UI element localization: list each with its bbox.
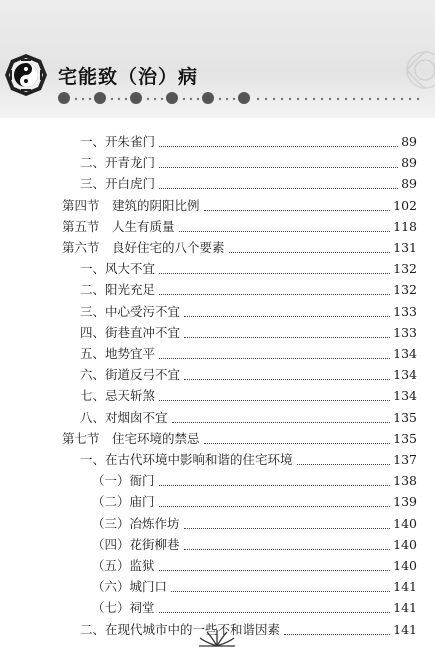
toc-entry-label: 二、开青龙门 <box>80 155 156 171</box>
toc-dot-leader <box>179 230 391 232</box>
toc-dot-leader <box>171 590 390 592</box>
toc-entry-label: （六）城门口 <box>92 579 168 595</box>
toc-dot-leader <box>159 145 398 147</box>
toc-entry-label: （五）监狱 <box>92 558 155 573</box>
toc-page-number: 131 <box>393 240 417 255</box>
toc-dot-leader <box>159 293 390 295</box>
toc-entry-label: （四）花街柳巷 <box>92 536 180 552</box>
toc-entry-label: 六、街道反弓不宜 <box>80 367 181 383</box>
toc-page-number: 133 <box>393 303 417 319</box>
toc-page-number: 138 <box>393 473 417 489</box>
toc-entry-label: 第六节 良好住宅的八个要素 <box>62 240 225 255</box>
toc-entry[interactable] <box>0 594 417 616</box>
toc-entry-label: （七）祠堂 <box>92 600 155 616</box>
toc-entry[interactable] <box>0 488 417 510</box>
toc-entry[interactable] <box>0 552 417 574</box>
toc-page-number: 135 <box>393 409 417 425</box>
toc-dot-leader <box>184 336 390 338</box>
toc-page-number: 134 <box>393 388 417 404</box>
toc-page-number: 89 <box>401 155 417 171</box>
book-title: 宅能致（治）病 <box>58 66 199 88</box>
toc-dot-leader <box>159 166 398 168</box>
toc-page-number: 89 <box>401 134 417 149</box>
toc-page-number: 102 <box>393 197 417 213</box>
toc-page-number: 132 <box>393 261 417 277</box>
toc-entry[interactable] <box>0 128 417 150</box>
toc-entry[interactable] <box>0 467 417 489</box>
toc-page-number: 135 <box>393 430 417 446</box>
decorative-dot-row <box>56 90 426 106</box>
toc-entry-label: 一、风大不宜 <box>80 261 156 277</box>
page-header <box>0 0 435 118</box>
toc-dot-leader <box>184 315 390 317</box>
toc-dot-leader <box>159 505 391 507</box>
toc-page-number: 133 <box>393 324 417 340</box>
toc-entry-label: 一、在古代环境中影响和谐的住宅环境 <box>80 452 293 467</box>
toc-entry-label: 四、街巷直冲不宜 <box>80 324 181 340</box>
toc-entry-label: 第五节 人生有质量 <box>62 218 175 234</box>
toc-entry-label: 五、地势宜平 <box>80 346 156 361</box>
toc-page-number: 134 <box>393 367 417 383</box>
toc-page-number: 140 <box>393 515 417 531</box>
toc-entry-label: （一）衙门 <box>92 473 155 489</box>
toc-page-number: 141 <box>393 621 417 637</box>
toc-entry[interactable] <box>0 382 417 404</box>
toc-entry[interactable] <box>0 255 417 277</box>
toc-entry-label: 三、开白虎门 <box>80 176 156 192</box>
toc-page-number: 132 <box>393 282 417 298</box>
toc-page-number: 139 <box>393 494 417 510</box>
toc-entry-label: 第四节 建筑的阴阳比例 <box>62 197 200 213</box>
toc-entry-label: 二、阳光充足 <box>80 282 156 298</box>
toc-entry[interactable] <box>0 573 417 595</box>
toc-entry-label: 第七节 住宅环境的禁忌 <box>62 430 200 446</box>
toc-entry-label: 二、在现代城市中的一些不和谐因素 <box>80 621 281 637</box>
toc-dot-leader <box>159 357 390 359</box>
toc-page-number: 89 <box>401 176 417 192</box>
toc-entry-label: 一、开朱雀门 <box>80 134 156 149</box>
toc-page-number: 140 <box>393 558 417 573</box>
toc-dot-leader <box>297 463 391 465</box>
toc-dot-leader <box>229 251 391 253</box>
toc-entry-label: 八、对烟囱不宜 <box>80 409 168 425</box>
toc-entry[interactable] <box>0 298 417 320</box>
toc-entry[interactable] <box>0 192 417 214</box>
footer-ornament-icon <box>197 628 237 647</box>
toc-page-number: 141 <box>393 579 417 595</box>
toc-dot-leader <box>159 484 391 486</box>
toc-entry[interactable] <box>0 276 417 298</box>
toc-entry[interactable] <box>0 446 417 468</box>
toc-entry[interactable] <box>0 531 417 553</box>
toc-entry-label: （三）冶炼作坊 <box>92 515 180 531</box>
toc-dot-leader <box>159 569 391 571</box>
toc-dot-leader <box>184 548 391 550</box>
toc-page-number: 134 <box>393 346 417 361</box>
toc-entry[interactable] <box>0 361 417 383</box>
toc-entry[interactable] <box>0 319 417 341</box>
toc-entry[interactable] <box>0 425 417 447</box>
toc-entry[interactable] <box>0 149 417 171</box>
flower-watermark-icon <box>395 40 435 100</box>
toc-entry[interactable] <box>0 213 417 235</box>
toc-dot-leader <box>284 633 390 635</box>
toc-page-number: 140 <box>393 536 417 552</box>
bagua-yin-yang-icon <box>4 53 48 97</box>
toc-dot-leader <box>159 187 398 189</box>
toc-dot-leader <box>172 421 391 423</box>
toc-dot-leader <box>159 611 391 613</box>
toc-entry-label: 三、中心受污不宜 <box>80 303 181 319</box>
toc-dot-leader <box>159 272 390 274</box>
toc-page-number: 141 <box>393 600 417 616</box>
toc-entry[interactable] <box>0 404 417 426</box>
toc-page-number: 137 <box>393 452 417 467</box>
toc-entry[interactable] <box>0 510 417 532</box>
toc-dot-leader <box>184 378 390 380</box>
toc-entry[interactable] <box>0 340 417 362</box>
toc-dot-leader <box>204 209 391 211</box>
toc-dot-leader <box>184 527 391 529</box>
toc-entry[interactable] <box>0 170 417 192</box>
toc-entry-label: （二）庙门 <box>92 494 155 510</box>
toc-page-number: 118 <box>393 218 417 234</box>
toc-entry-label: 七、忌天斩煞 <box>80 388 156 404</box>
toc-dot-leader <box>204 442 391 444</box>
toc-dot-leader <box>159 399 390 401</box>
toc-entry[interactable] <box>0 234 417 256</box>
